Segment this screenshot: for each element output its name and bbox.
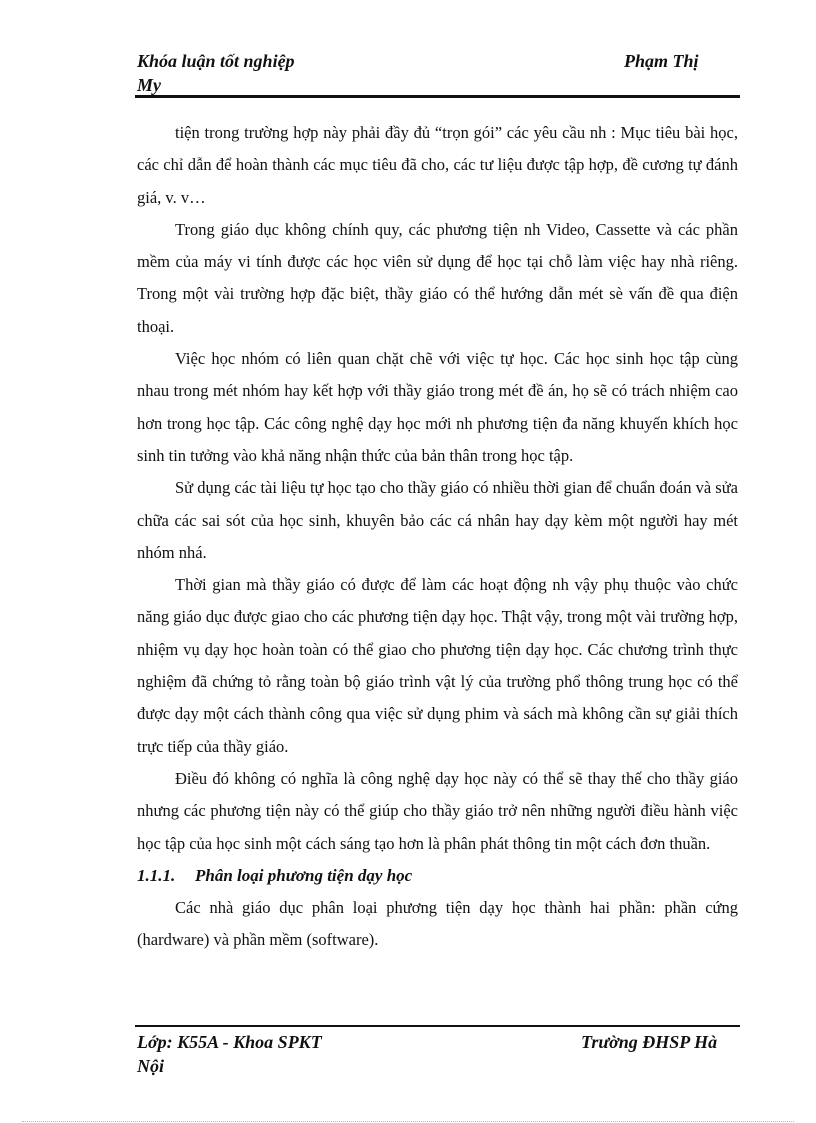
- footer-divider: [135, 1025, 740, 1027]
- paragraph: Trong giáo dục không chính quy, các phương tiện nh Video, Cassette và các phần mềm của máy vi tính được các học viên sử dụng để học tại chỗ làm việc hay nhà riêng. Trong một vài trường hợp đặc biệt, thầy giáo có thể hướng dẫn mét sè vấn đề qua điện thoại.: [137, 219, 738, 336]
- page-edge: [22, 1121, 794, 1122]
- section-number: 1.1.1.: [137, 865, 176, 885]
- paragraph: Điều đó không có nghĩa là công nghệ dạy học này có thể sẽ thay thế cho thầy giáo nhưng các phương tiện này có thể giúp cho thầy giáo trở nên những người điều hành việc học tập của học sinh một cách sáng tạo hơn là phân phát thông tin một cách đơn thuần.: [137, 768, 738, 853]
- section-heading: [137, 860, 738, 892]
- footer-left: [137, 1030, 377, 1078]
- paragraph: Việc học nhóm có liên quan chặt chẽ với việc tự học. Các học sinh học tập cùng nhau trong mét nhóm hay kết hợp với thầy giáo trong mét đề án, họ sẽ có trách nhiệm cao hơn trong học tập. Các công nghệ dạy học mới nh phương tiện đa năng khuyến khích học sinh tin tưởng vào khả năng nhận thức của bản thân trong học tập.: [137, 349, 738, 465]
- header-author: Phạm Thị: [624, 51, 699, 71]
- paragraph: Thời gian mà thầy giáo có được để làm các hoạt động nh vậy phụ thuộc vào chức năng giáo dục được giao cho các phương tiện dạy học. Thật vậy, trong một vài trường hợp, nhiệm vụ dạy học hoàn toàn có thể giao cho phương tiện dạy học. Các chương trình thực nghiệm đã chứng tỏ rằng toàn bộ giáo trình vật lý của trường phổ thông trung học có thể được dạy một cách thành công qua việc sử dụng phim và sách mà không cần sự giải thích trực tiếp của thầy giáo.: [137, 575, 738, 756]
- paragraph: tiện trong trường hợp này phải đầy đủ “trọn gói” các yêu cầu nh : Mục tiêu bài học, các chỉ dẫn để hoàn thành các mục tiêu đã cho, các tư liệu được tập hợp, đề cương tự đánh giá, v. v…: [137, 123, 738, 207]
- header-author-wrap: My: [137, 75, 161, 95]
- header-thesis-label: Khóa luận tốt nghiệp: [137, 51, 295, 71]
- document-body: [137, 117, 738, 957]
- header-left: [137, 49, 437, 97]
- section-title: Phân loại phương tiện dạy học: [195, 865, 413, 885]
- header-divider: [135, 95, 740, 98]
- footer-university: Trường ĐHSP Hà: [581, 1032, 718, 1052]
- paragraph: Sử dụng các tài liệu tự học tạo cho thầy giáo có nhiều thời gian để chuẩn đoán và sửa chữa các sai sót của học sinh, khuyên bảo các cá nhân hay dạy kèm một người hay mét nhóm nhá.: [137, 478, 738, 562]
- footer-class-label: Lớp: K55A - Khoa SPKT: [137, 1032, 322, 1052]
- footer-university-wrap: Nội: [137, 1056, 164, 1076]
- paragraph: Các nhà giáo dục phân loại phương tiện dạy học thành hai phần: phần cứng (hardware) và phần mềm (software).: [137, 898, 738, 950]
